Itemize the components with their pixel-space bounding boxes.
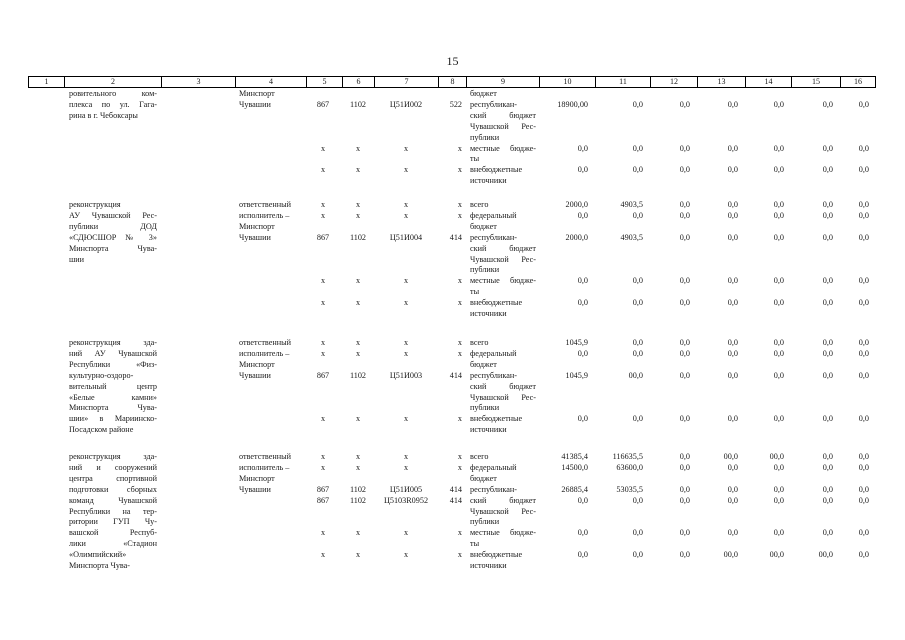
amount-cell: 0,0 (679, 462, 690, 472)
budget-code-cell: 522 (449, 99, 462, 109)
budget-code-cell: x (403, 528, 409, 538)
budget-code-cell: x (355, 143, 361, 153)
funding-source-line: бюджет (470, 221, 497, 231)
amount-cell: 0,0 (858, 370, 869, 380)
amount-cell: 0,0 (773, 462, 784, 472)
amount-cell: 0,0 (858, 99, 869, 109)
amount-cell: 0,0 (679, 232, 690, 242)
activity-name-line: «Олимпийский» (69, 550, 127, 560)
budget-code-cell: x (355, 298, 361, 308)
budget-code-cell: 1102 (349, 370, 367, 380)
budget-code-cell: x (403, 452, 409, 461)
funding-source-line: федеральный (470, 462, 517, 472)
budget-code-cell: x (355, 462, 361, 472)
amount-cell: 0,0 (727, 484, 738, 494)
funding-source-line: внебюджетные (470, 414, 523, 424)
budget-code-cell: Ц5103R0952 (383, 495, 429, 505)
funding-source-line: ский бюджет (470, 495, 536, 505)
funding-source-line: внебюджетные (470, 165, 523, 175)
amount-cell: 0,0 (577, 143, 588, 153)
column-header-16: 16 (840, 77, 876, 87)
amount-cell: 0,0 (679, 338, 690, 347)
amount-cell: 4903,5 (620, 200, 643, 209)
amount-cell: 0,0 (858, 495, 869, 505)
page-number: 15 (446, 54, 459, 68)
funding-source-line: бюджет (470, 359, 497, 369)
funding-source-line: всего (470, 452, 489, 461)
amount-cell: 0,0 (727, 370, 738, 380)
budget-code-cell: x (320, 298, 326, 308)
funding-source-line: источники (470, 425, 507, 435)
activity-name-line: шии (69, 254, 85, 264)
funding-source-line: местные бюдже- (470, 528, 536, 538)
column-header-10: 10 (539, 77, 595, 87)
budget-code-cell: x (403, 210, 409, 220)
budget-code-cell: x (403, 348, 409, 358)
executor-line: Чувашии (239, 484, 271, 494)
budget-code-cell: x (403, 143, 409, 153)
amount-cell: 0,0 (577, 298, 588, 308)
amount-cell: 0,0 (773, 143, 784, 153)
activity-name-line: Республики на тер- (69, 506, 157, 516)
budget-code-cell: x (403, 462, 409, 472)
budget-code-cell: 1102 (349, 484, 367, 494)
column-header-8: 8 (438, 77, 466, 87)
amount-cell: 0,0 (679, 452, 690, 461)
budget-code-cell: x (457, 462, 462, 472)
amount-cell: 0,0 (773, 484, 784, 494)
activity-name-line: команд Чувашской (69, 495, 157, 505)
activity-name-line: вительный центр (69, 381, 157, 391)
amount-cell: 63600,0 (616, 462, 643, 472)
activity-name-line: вашской Респуб- (69, 528, 157, 538)
executor-line: Минспорт (239, 359, 275, 369)
budget-code-cell: x (320, 143, 326, 153)
activity-name-line: ний АУ Чувашской (69, 348, 157, 358)
amount-cell: 00,0 (818, 550, 833, 560)
amount-cell: 0,0 (679, 276, 690, 286)
amount-cell: 0,0 (858, 462, 869, 472)
budget-code-cell: Ц51И004 (389, 232, 423, 242)
amount-cell: 0,0 (822, 370, 833, 380)
column-header-6: 6 (342, 77, 374, 87)
activity-name-line: Минспорта Чува- (69, 561, 131, 570)
budget-code-cell: x (403, 298, 409, 308)
budget-code-cell: x (403, 200, 409, 209)
amount-cell: 0,0 (727, 348, 738, 358)
amount-cell: 0,0 (822, 348, 833, 358)
executor-line: ответственный (239, 200, 292, 209)
activity-name-line: Посадском районе (69, 425, 134, 435)
amount-cell: 41385,4 (561, 452, 588, 461)
budget-code-cell: 1102 (349, 99, 367, 109)
amount-cell: 0,0 (679, 99, 690, 109)
funding-source-line: местные бюдже- (470, 143, 536, 153)
activity-name-line: подготовки сборных (69, 484, 157, 494)
column-header-14: 14 (745, 77, 791, 87)
amount-cell: 1045,9 (565, 370, 588, 380)
executor-line: Чувашии (239, 232, 271, 242)
activity-name-line: реконструкция зда- (69, 452, 157, 461)
activity-name-line: культурно-оздоро- (69, 370, 134, 380)
activity-name-line: рина в г. Чебоксары (69, 110, 138, 120)
amount-cell: 0,0 (632, 528, 643, 538)
amount-cell: 0,0 (679, 165, 690, 175)
activity-name-line: публики ДОД (69, 221, 157, 231)
amount-cell: 0,0 (632, 99, 643, 109)
amount-cell: 0,0 (773, 210, 784, 220)
funding-source-line: республикан- (470, 99, 517, 109)
amount-cell: 0,0 (858, 528, 869, 538)
amount-cell: 0,0 (679, 550, 690, 560)
amount-cell: 0,0 (632, 338, 643, 347)
funding-source-line: публики (470, 517, 500, 527)
amount-cell: 0,0 (773, 528, 784, 538)
budget-code-cell: x (457, 165, 462, 175)
amount-cell: 0,0 (577, 528, 588, 538)
amount-cell: 00,0 (769, 452, 784, 461)
budget-code-cell: 867 (316, 232, 330, 242)
budget-code-cell: Ц51И003 (389, 370, 423, 380)
column-header-5: 5 (306, 77, 342, 87)
funding-source-line: ский бюджет (470, 243, 536, 253)
executor-line: Минспорт (239, 89, 275, 98)
activity-name-line: «Белые камни» (69, 392, 157, 402)
amount-cell: 0,0 (727, 99, 738, 109)
amount-cell: 00,0 (769, 550, 784, 560)
executor-line: исполнитель – (239, 210, 290, 220)
executor-line: Чувашии (239, 370, 271, 380)
amount-cell: 0,0 (773, 165, 784, 175)
amount-cell: 00,0 (723, 550, 738, 560)
executor-line: исполнитель – (239, 348, 290, 358)
executor-line: Минспорт (239, 473, 275, 483)
amount-cell: 0,0 (773, 200, 784, 209)
funding-source-line: ский бюджет (470, 381, 536, 391)
executor-line: Чувашии (239, 99, 271, 109)
executor-line: исполнитель – (239, 462, 290, 472)
funding-source-line: республикан- (470, 370, 517, 380)
column-header-15: 15 (791, 77, 840, 87)
funding-source-line: бюджет (470, 473, 497, 483)
column-header-row (28, 76, 876, 88)
amount-cell: 0,0 (727, 143, 738, 153)
budget-code-cell: 414 (449, 232, 462, 242)
funding-source-line: Чувашской Рес- (470, 506, 536, 516)
amount-cell: 0,0 (822, 414, 833, 424)
budget-code-cell: 867 (316, 495, 330, 505)
amount-cell: 0,0 (727, 462, 738, 472)
budget-code-cell: x (457, 276, 462, 286)
amount-cell: 0,0 (858, 200, 869, 209)
amount-cell: 0,0 (773, 338, 784, 347)
amount-cell: 0,0 (632, 143, 643, 153)
amount-cell: 0,0 (822, 298, 833, 308)
amount-cell: 1045,9 (565, 338, 588, 347)
amount-cell: 0,0 (858, 348, 869, 358)
amount-cell: 4903,5 (620, 232, 643, 242)
funding-source-line: внебюджетные (470, 550, 523, 560)
amount-cell: 0,0 (727, 165, 738, 175)
amount-cell: 0,0 (727, 495, 738, 505)
funding-source-line: Чувашской Рес- (470, 392, 536, 402)
amount-cell: 0,0 (822, 462, 833, 472)
amount-cell: 0,0 (822, 99, 833, 109)
budget-code-cell: x (320, 414, 326, 424)
budget-code-cell: x (355, 200, 361, 209)
budget-code-cell: x (355, 452, 361, 461)
amount-cell: 0,0 (577, 414, 588, 424)
column-header-12: 12 (650, 77, 697, 87)
amount-cell: 0,0 (577, 550, 588, 560)
executor-line: ответственный (239, 452, 292, 461)
budget-code-cell: x (355, 165, 361, 175)
amount-cell: 0,0 (679, 210, 690, 220)
funding-source-line: местные бюдже- (470, 276, 536, 286)
amount-cell: 26885,4 (561, 484, 588, 494)
amount-cell: 0,0 (632, 165, 643, 175)
amount-cell: 0,0 (822, 484, 833, 494)
amount-cell: 0,0 (858, 232, 869, 242)
amount-cell: 0,0 (773, 232, 784, 242)
amount-cell: 0,0 (679, 348, 690, 358)
amount-cell: 0,0 (858, 276, 869, 286)
budget-code-cell: x (320, 462, 326, 472)
budget-code-cell: x (355, 528, 361, 538)
budget-code-cell: Ц51И005 (389, 484, 423, 494)
funding-source-line: Чувашской Рес- (470, 121, 536, 131)
amount-cell: 0,0 (858, 550, 869, 560)
activity-name-line: «СДЮСШОР № 3» (69, 232, 157, 242)
amount-cell: 0,0 (858, 165, 869, 175)
activity-name-line: реконструкция (69, 200, 121, 209)
funding-source-line: источники (470, 309, 507, 318)
amount-cell: 0,0 (679, 143, 690, 153)
amount-cell: 0,0 (727, 298, 738, 308)
amount-cell: 18900,00 (557, 99, 588, 109)
budget-code-cell: 867 (316, 370, 330, 380)
budget-code-cell: x (457, 528, 462, 538)
budget-code-cell: x (403, 165, 409, 175)
amount-cell: 0,0 (577, 495, 588, 505)
amount-cell: 0,0 (679, 370, 690, 380)
amount-cell: 0,0 (632, 276, 643, 286)
amount-cell: 2000,0 (565, 232, 588, 242)
amount-cell: 0,0 (577, 348, 588, 358)
activity-name-line: плекса по ул. Гага- (69, 99, 157, 109)
budget-code-cell: x (403, 550, 409, 560)
amount-cell: 0,0 (773, 370, 784, 380)
amount-cell: 0,0 (632, 298, 643, 308)
amount-cell: 0,0 (858, 338, 869, 347)
amount-cell: 116635,5 (612, 452, 643, 461)
budget-code-cell: 867 (316, 99, 330, 109)
column-header-11: 11 (595, 77, 650, 87)
amount-cell: 14500,0 (561, 462, 588, 472)
amount-cell: 0,0 (822, 143, 833, 153)
amount-cell: 0,0 (822, 338, 833, 347)
column-header-4: 4 (235, 77, 306, 87)
column-header-7: 7 (374, 77, 438, 87)
amount-cell: 0,0 (858, 414, 869, 424)
funding-source-line: публики (470, 265, 500, 275)
column-header-2: 2 (64, 77, 161, 87)
amount-cell: 0,0 (773, 414, 784, 424)
budget-code-cell: 867 (316, 484, 330, 494)
amount-cell: 00,0 (723, 452, 738, 461)
column-header-13: 13 (697, 77, 745, 87)
budget-code-cell: x (457, 338, 462, 347)
amount-cell: 0,0 (773, 298, 784, 308)
amount-cell: 0,0 (727, 200, 738, 209)
budget-code-cell: x (355, 210, 361, 220)
amount-cell: 0,0 (822, 528, 833, 538)
amount-cell: 0,0 (858, 484, 869, 494)
amount-cell: 0,0 (632, 210, 643, 220)
amount-cell: 0,0 (858, 452, 869, 461)
budget-code-cell: x (457, 210, 462, 220)
amount-cell: 0,0 (822, 232, 833, 242)
funding-source-line: федеральный (470, 210, 517, 220)
budget-code-cell: x (320, 550, 326, 560)
budget-code-cell: x (320, 276, 326, 286)
amount-cell: 0,0 (822, 495, 833, 505)
amount-cell: 0,0 (727, 528, 738, 538)
activity-name-line: Минспорта Чува- (69, 243, 157, 253)
amount-cell: 0,0 (858, 143, 869, 153)
amount-cell: 0,0 (773, 495, 784, 505)
budget-code-cell: x (403, 338, 409, 347)
activity-name-line: лики «Стадион (69, 539, 157, 549)
amount-cell: 0,0 (679, 298, 690, 308)
column-header-3: 3 (161, 77, 235, 87)
amount-cell: 0,0 (679, 495, 690, 505)
budget-code-cell: x (457, 550, 462, 560)
executor-line: ответственный (239, 338, 292, 347)
column-header-1: 1 (28, 77, 64, 87)
amount-cell: 0,0 (632, 495, 643, 505)
funding-source-line: федеральный (470, 348, 517, 358)
budget-code-cell: x (403, 414, 409, 424)
budget-code-cell: x (457, 414, 462, 424)
funding-source-line: ты (470, 154, 480, 164)
budget-code-cell: x (457, 143, 462, 153)
amount-cell: 0,0 (858, 210, 869, 220)
amount-cell: 0,0 (822, 200, 833, 209)
budget-code-cell: Ц51И002 (389, 99, 423, 109)
funding-source-line: источники (470, 561, 507, 570)
amount-cell: 0,0 (679, 200, 690, 209)
amount-cell: 0,0 (577, 276, 588, 286)
amount-cell: 0,0 (727, 276, 738, 286)
activity-name-line: реконструкция зда- (69, 338, 157, 347)
budget-code-cell: x (355, 338, 361, 347)
budget-code-cell: 1102 (349, 232, 367, 242)
budget-code-cell: 414 (449, 484, 462, 494)
amount-cell: 0,0 (727, 210, 738, 220)
amount-cell: 0,0 (773, 276, 784, 286)
budget-code-cell: x (355, 276, 361, 286)
budget-code-cell: x (457, 200, 462, 209)
amount-cell: 0,0 (577, 210, 588, 220)
amount-cell: 0,0 (822, 210, 833, 220)
activity-name-line: ровительного ком- (69, 89, 157, 98)
budget-code-cell: x (355, 550, 361, 560)
budget-code-cell: x (320, 165, 326, 175)
amount-cell: 0,0 (773, 348, 784, 358)
amount-cell: 0,0 (727, 414, 738, 424)
amount-cell: 0,0 (773, 99, 784, 109)
amount-cell: 0,0 (679, 414, 690, 424)
amount-cell: 0,0 (632, 414, 643, 424)
funding-source-line: источники (470, 176, 507, 186)
amount-cell: 0,0 (679, 528, 690, 538)
budget-code-cell: 1102 (349, 495, 367, 505)
funding-source-line: всего (470, 338, 489, 347)
funding-source-line: всего (470, 200, 489, 209)
budget-code-cell: x (320, 348, 326, 358)
funding-source-line: бюджет (470, 89, 497, 98)
funding-source-line: республикан- (470, 232, 517, 242)
budget-code-cell: x (320, 452, 326, 461)
budget-code-cell: x (457, 348, 462, 358)
amount-cell: 0,0 (822, 165, 833, 175)
budget-code-cell: x (320, 528, 326, 538)
funding-source-line: ты (470, 539, 480, 549)
amount-cell: 0,0 (577, 165, 588, 175)
amount-cell: 0,0 (822, 452, 833, 461)
budget-code-cell: x (320, 200, 326, 209)
amount-cell: 2000,0 (565, 200, 588, 209)
funding-source-line: публики (470, 132, 500, 142)
budget-code-cell: x (355, 414, 361, 424)
amount-cell: 0,0 (632, 348, 643, 358)
activity-name-line: центра спортивной (69, 473, 157, 483)
budget-code-cell: x (403, 276, 409, 286)
funding-source-line: ты (470, 287, 480, 297)
amount-cell: 0,0 (858, 298, 869, 308)
amount-cell: 0,0 (727, 232, 738, 242)
budget-code-cell: x (457, 452, 462, 461)
funding-source-line: публики (470, 403, 500, 413)
amount-cell: 0,0 (727, 338, 738, 347)
amount-cell: 0,0 (679, 484, 690, 494)
activity-name-line: ний и сооружений (69, 462, 157, 472)
budget-code-cell: x (457, 298, 462, 308)
amount-cell: 0,0 (632, 550, 643, 560)
budget-code-cell: x (320, 210, 326, 220)
activity-name-line: Республики «Физ- (69, 359, 157, 369)
funding-source-line: Чувашской Рес- (470, 254, 536, 264)
activity-name-line: ритории ГУП Чу- (69, 517, 157, 527)
activity-name-line: шии» в Мариинско- (69, 414, 157, 424)
executor-line: Минспорт (239, 221, 275, 231)
column-header-9: 9 (466, 77, 539, 87)
activity-name-line: Минспорта Чува- (69, 403, 157, 413)
funding-source-line: республикан- (470, 484, 517, 494)
funding-source-line: ский бюджет (470, 110, 536, 120)
budget-code-cell: 414 (449, 495, 462, 505)
amount-cell: 00,0 (628, 370, 643, 380)
activity-name-line: АУ Чувашской Рес- (69, 210, 157, 220)
budget-code-cell: x (320, 338, 326, 347)
budget-code-cell: 414 (449, 370, 462, 380)
budget-code-cell: x (355, 348, 361, 358)
funding-source-line: внебюджетные (470, 298, 523, 308)
amount-cell: 53035,5 (616, 484, 643, 494)
amount-cell: 0,0 (822, 276, 833, 286)
